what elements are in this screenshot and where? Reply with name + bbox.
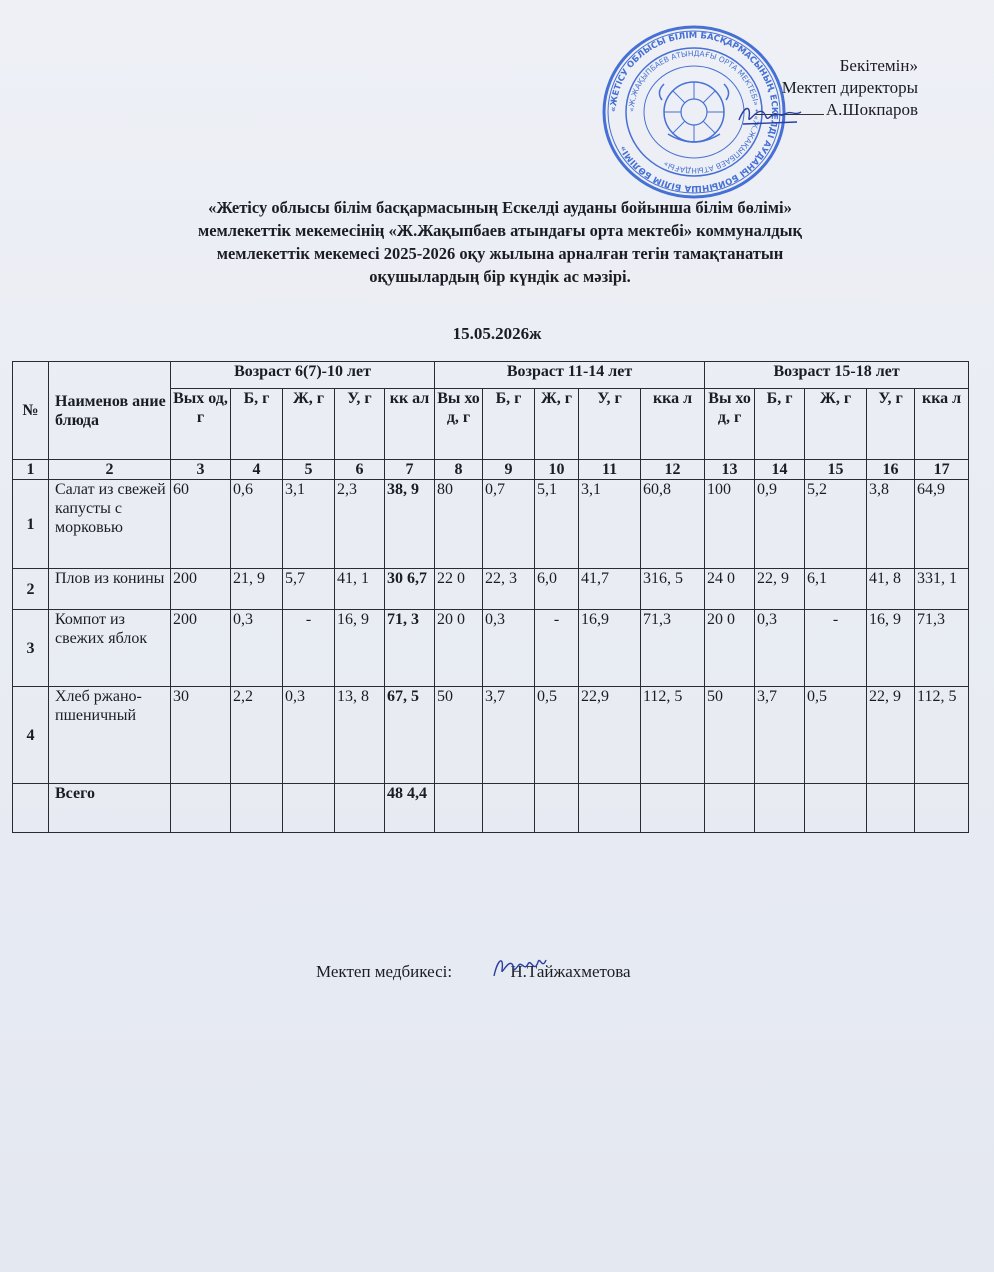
table-cell: 60 <box>171 480 231 569</box>
table-cell: 0,3 <box>755 610 805 687</box>
table-cell: 50 <box>435 687 483 784</box>
table-cell: - <box>805 610 867 687</box>
column-number-3: 3 <box>171 460 231 480</box>
row-number: 1 <box>13 480 49 569</box>
table-cell: - <box>283 610 335 687</box>
total-empty-cell <box>13 784 49 833</box>
column-number-row <box>13 460 969 480</box>
table-cell: 200 <box>171 569 231 610</box>
menu-date: 15.05.2026ж <box>452 324 542 343</box>
table-cell: 30 6,7 <box>385 569 435 610</box>
table-cell <box>579 784 641 833</box>
column-number-8: 8 <box>435 460 483 480</box>
nurse-signature <box>490 950 550 982</box>
table-cell: 21, 9 <box>231 569 283 610</box>
column-number-9: 9 <box>483 460 535 480</box>
table-cell: 41, 8 <box>867 569 915 610</box>
total-label: Всего <box>49 784 171 833</box>
header-number: № <box>13 362 49 460</box>
nurse-label: Мектеп медбикесі: <box>316 962 453 981</box>
heading-line-1: «Жетісу облысы білім басқармасының Ескелді ауданы бойынша білім бөлімі» <box>208 198 792 217</box>
table-cell: 16, 9 <box>867 610 915 687</box>
header-age-group-1: Возраст 6(7)-10 лет <box>171 362 435 389</box>
column-number-13: 13 <box>705 460 755 480</box>
table-cell: 71,3 <box>915 610 969 687</box>
total-kcal: 48 4,4 <box>385 784 435 833</box>
table-row <box>13 569 969 610</box>
table-cell: 24 0 <box>705 569 755 610</box>
table-cell: 3,1 <box>283 480 335 569</box>
column-number-1: 1 <box>13 460 49 480</box>
nurse-name: Н.Тайжахметова <box>510 962 631 981</box>
column-number-15: 15 <box>805 460 867 480</box>
table-cell: 100 <box>705 480 755 569</box>
total-row <box>13 784 969 833</box>
table-cell: 316, 5 <box>641 569 705 610</box>
table-cell: 0,9 <box>755 480 805 569</box>
dish-name: Компот из свежих яблок <box>49 610 171 687</box>
column-number-2: 2 <box>49 460 171 480</box>
director-name: А.Шокпаров <box>825 100 918 119</box>
heading-line-3: мемлекеттік мекемесі 2025-2026 оқу жылына арналған тегін тамақтанатын <box>216 244 784 263</box>
table-cell: 41,7 <box>579 569 641 610</box>
header-age-group-2: Возраст 11-14 лет <box>435 362 705 389</box>
table-cell: 112, 5 <box>915 687 969 784</box>
table-cell: 22,9 <box>579 687 641 784</box>
table-cell <box>805 784 867 833</box>
column-number-17: 17 <box>915 460 969 480</box>
table-cell: 3,1 <box>579 480 641 569</box>
seal-outer-text: «ЖЕТІСУ ОБЛЫСЫ БІЛІМ БАСҚАРМАСЫНЫҢ ЕСКЕЛДІ АУДАНЫ БОЙЫНША БІЛІМ БӨЛІМІ» <box>608 30 780 194</box>
director-signature <box>735 100 805 130</box>
sub-header-10: кка л <box>641 389 705 460</box>
table-cell: 13, 8 <box>335 687 385 784</box>
column-number-7: 7 <box>385 460 435 480</box>
column-number-16: 16 <box>867 460 915 480</box>
table-cell: 2,3 <box>335 480 385 569</box>
column-number-6: 6 <box>335 460 385 480</box>
table-cell: 0,6 <box>231 480 283 569</box>
sub-header-4: У, г <box>335 389 385 460</box>
column-number-11: 11 <box>579 460 641 480</box>
header-age-group-3: Возраст 15-18 лет <box>705 362 969 389</box>
table-cell: 5,7 <box>283 569 335 610</box>
seal-inner-text: «Ж.ЖАҚЫПБАЕВ АТЫНДАҒЫ ОРТА МЕКТЕБІ» • «Ж.ЖАҚЫПБАЕВ АТЫНДАҒЫ» <box>626 48 762 176</box>
table-cell <box>755 784 805 833</box>
table-cell: 22, 9 <box>867 687 915 784</box>
column-number-4: 4 <box>231 460 283 480</box>
sub-header-3: Ж, г <box>283 389 335 460</box>
table-cell: 80 <box>435 480 483 569</box>
row-number: 4 <box>13 687 49 784</box>
table-cell: 50 <box>705 687 755 784</box>
table-cell <box>171 784 231 833</box>
table-cell: 5,2 <box>805 480 867 569</box>
document-heading <box>80 196 920 288</box>
table-cell: 0,5 <box>535 687 579 784</box>
table-cell: 22 0 <box>435 569 483 610</box>
table-cell: 20 0 <box>705 610 755 687</box>
table-cell: 200 <box>171 610 231 687</box>
table-cell: 3,7 <box>483 687 535 784</box>
sub-header-15: кка л <box>915 389 969 460</box>
table-cell <box>705 784 755 833</box>
table-cell: 0,3 <box>231 610 283 687</box>
header-dish-name: Наименов ание блюда <box>49 362 171 460</box>
column-number-14: 14 <box>755 460 805 480</box>
table-cell: 0,5 <box>805 687 867 784</box>
sub-header-1: Вых од, г <box>171 389 231 460</box>
table-cell: 6,0 <box>535 569 579 610</box>
table-cell: 16, 9 <box>335 610 385 687</box>
table-cell: 20 0 <box>435 610 483 687</box>
approval-line-1: Бекітемін» <box>839 56 918 75</box>
sub-header-9: У, г <box>579 389 641 460</box>
table-row <box>13 480 969 569</box>
heading-line-4: оқушылардың бір күндік ас мәзірі. <box>369 267 631 286</box>
table-cell: 71,3 <box>641 610 705 687</box>
column-number-10: 10 <box>535 460 579 480</box>
sub-header-11: Вы хо д, г <box>705 389 755 460</box>
sub-header-7: Б, г <box>483 389 535 460</box>
table-cell <box>535 784 579 833</box>
row-number: 3 <box>13 610 49 687</box>
column-number-5: 5 <box>283 460 335 480</box>
table-cell: 22, 9 <box>755 569 805 610</box>
table-cell: 0,3 <box>283 687 335 784</box>
dish-name: Плов из конины <box>49 569 171 610</box>
table-cell: 2,2 <box>231 687 283 784</box>
table-cell <box>335 784 385 833</box>
table-cell: 0,3 <box>483 610 535 687</box>
menu-table <box>12 361 969 833</box>
table-cell <box>915 784 969 833</box>
dish-name: Хлеб ржано-пшеничный <box>49 687 171 784</box>
row-number: 2 <box>13 569 49 610</box>
table-cell: 64,9 <box>915 480 969 569</box>
table-cell: 71, 3 <box>385 610 435 687</box>
table-cell: 0,7 <box>483 480 535 569</box>
table-cell <box>867 784 915 833</box>
heading-line-2: мемлекеттік мекемесінің «Ж.Жақыпбаев атындағы орта мектебі» коммуналдық <box>197 221 803 240</box>
dish-name: Салат из свежей капусты с морковью <box>49 480 171 569</box>
sub-header-2: Б, г <box>231 389 283 460</box>
table-cell: 38, 9 <box>385 480 435 569</box>
table-row <box>13 610 969 687</box>
table-cell: 60,8 <box>641 480 705 569</box>
table-cell: 331, 1 <box>915 569 969 610</box>
approval-line-2: Мектеп директоры <box>781 78 918 97</box>
table-cell: 30 <box>171 687 231 784</box>
column-number-12: 12 <box>641 460 705 480</box>
table-cell: 3,7 <box>755 687 805 784</box>
sub-header-6: Вы хо д, г <box>435 389 483 460</box>
table-cell: 22, 3 <box>483 569 535 610</box>
table-row <box>13 687 969 784</box>
table-cell: 67, 5 <box>385 687 435 784</box>
table-cell: - <box>535 610 579 687</box>
table-cell: 6,1 <box>805 569 867 610</box>
nurse-signature-block <box>316 960 631 984</box>
sub-header-5: кк ал <box>385 389 435 460</box>
table-cell: 112, 5 <box>641 687 705 784</box>
sub-header-8: Ж, г <box>535 389 579 460</box>
table-cell <box>641 784 705 833</box>
table-cell: 3,8 <box>867 480 915 569</box>
sub-header-13: Ж, г <box>805 389 867 460</box>
sub-header-14: У, г <box>867 389 915 460</box>
sub-header-12: Б, г <box>755 389 805 460</box>
table-cell: 5,1 <box>535 480 579 569</box>
table-cell: 41, 1 <box>335 569 385 610</box>
table-cell <box>283 784 335 833</box>
table-cell <box>435 784 483 833</box>
table-cell <box>483 784 535 833</box>
table-cell <box>231 784 283 833</box>
table-cell: 16,9 <box>579 610 641 687</box>
